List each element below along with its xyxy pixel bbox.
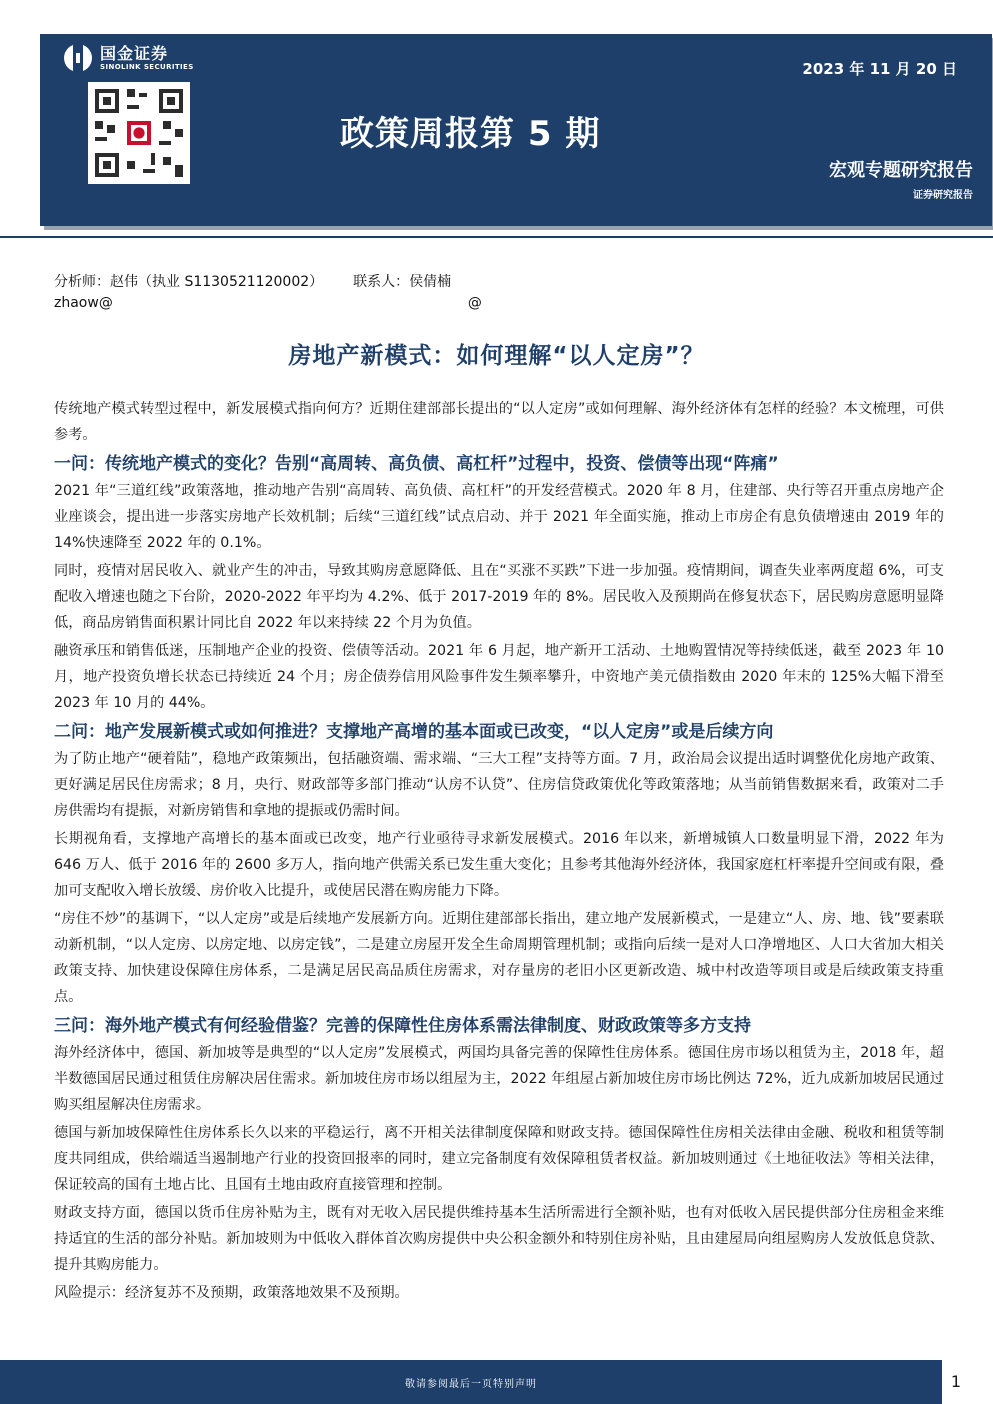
- intro-paragraph: 传统地产模式转型过程中，新发展模式指向何方？近期住建部部长提出的“以人定房”或如何理解、海外经济体有怎样的经验？本文梳理，可供参考。: [54, 401, 944, 443]
- logo-text-en: SINOLINK SECURITIES: [100, 62, 194, 71]
- report-subtype: 证券研究报告: [913, 190, 973, 201]
- page-number: 1: [950, 1372, 961, 1391]
- analyst-info: [54, 272, 482, 314]
- paragraph: 为了防止地产“硬着陆”，稳地产政策频出，包括融资端、需求端、“三大工程”支持等方面。7 月，政治局会议提出适时调整优化房地产政策、更好满足居民住房需求；8 月，央行、财政部等多部门推动“认房不认贷”、住房信贷政策优化等政策落地；从当前销售数据来看，政策对二手房供需均有提振，对新房销售和拿地的提振或仍需时间。: [54, 751, 944, 819]
- contact-email[interactable]: @: [467, 295, 482, 311]
- logo-text-cn: 国金证券: [100, 43, 169, 63]
- logo-mark-icon: [64, 44, 92, 72]
- report-type: 宏观专题研究报告: [829, 160, 973, 181]
- paragraph: 2021 年“三道红线”政策落地，推动地产告别“高周转、高负债、高杠杆”的开发经营模式。2020 年 8 月，住建部、央行等召开重点房地产企业座谈会，提出进一步落实房地产长效机制；后续“三道红线”试点启动、并于 2021 年全面实施，推动上市房企有息负债增速由 2019 年的 14%快速降至 2022 年的 0.1%。: [54, 483, 944, 551]
- header-divider: [0, 236, 993, 238]
- paragraph: 财政支持方面，德国以货币住房补贴为主，既有对无收入居民提供维持基本生活所需进行全额补贴，也有对低收入居民提供部分住房租金来维持适宜的生活的部分补贴。新加坡则为中低收入群体首次购房提供中央公积金额外和特别住房补贴，且由建屋局向组屋购房人发放低息贷款、提升其购房能力。: [54, 1205, 944, 1273]
- footer-disclaimer-note: 敬请参阅最后一页特别声明: [405, 1379, 537, 1390]
- paragraph: 长期视角看，支撑地产高增长的基本面或已改变，地产行业亟待寻求新发展模式。2016 年以来，新增城镇人口数量明显下滑，2022 年为 646 万人、低于 2016 年的 2600 多万人，指向地产供需关系已发生重大变化；且参考其他海外经济体，我国家庭杠杆率提升空间或有限，叠加可支配收入增长放缓、房价收入比提升，或使居民潜在购房能力下降。: [54, 831, 944, 899]
- risk-warning: 风险提示：经济复苏不及预期，政策落地效果不及预期。: [54, 1285, 409, 1301]
- section-heading-3: 三问：海外地产模式有何经验借鉴？完善的保障性住房体系需法律制度、财政政策等多方支持: [54, 1016, 751, 1036]
- contact-person: 联系人：侯倩楠: [353, 274, 452, 290]
- paragraph: 融资承压和销售低迷，压制地产企业的投资、偿债等活动。2021 年 6 月起，地产新开工活动、土地购置情况等持续低迷，截至 2023 年 10 月，地产投资负增长状态已持续近 24 个月；房企债券信用风险事件发生频率攀升，中资地产美元债指数由 2020 年末的 125%大幅下滑至 2023 年 10 月的 44%。: [54, 643, 944, 711]
- main-title: 房地产新模式：如何理解“以人定房”？: [288, 343, 705, 369]
- report-date: 2023 年 11 月 20 日: [802, 60, 957, 78]
- report-title: 政策周报第 5 期: [340, 114, 601, 154]
- analyst-email[interactable]: zhaow@: [54, 295, 113, 311]
- analyst-name: 分析师：赵伟（执业 S1130521120002）: [54, 274, 324, 290]
- paragraph: “房住不炒”的基调下，“以人定房”或是后续地产发展新方向。近期住建部部长指出，建立地产发展新模式，一是建立“人、房、地、钱”要素联动新机制，“以人定房、以房定地、以房定钱”，二是建立房屋开发全生命周期管理机制；或指向后续一是对人口净增地区、人口大省加大相关政策支持、加快建设保障住房体系，二是满足居民高品质住房需求，对存量房的老旧小区更新改造、城中村改造等项目或是后续政策支持重点。: [54, 911, 944, 1005]
- paragraph: 德国与新加坡保障性住房体系长久以来的平稳运行，离不开相关法律制度保障和财政支持。德国保障性住房相关法律由金融、税收和租赁等制度共同组成，供给端适当遏制地产行业的投资回报率的同时，建立完备制度有效保障租赁者权益。新加坡则通过《土地征收法》等相关法律，保证较高的国有土地占比、且国有土地由政府直接管理和控制。: [54, 1125, 944, 1193]
- company-logo: [64, 44, 194, 72]
- qr-code-icon: [88, 82, 190, 184]
- section-heading-2: 二问：地产发展新模式或如何推进？支撑地产高增的基本面或已改变，“以人定房”或是后续方向: [54, 722, 774, 742]
- paragraph: 海外经济体中，德国、新加坡等是典型的“以人定房”发展模式，两国均具备完善的保障性住房体系。德国住房市场以租赁为主，2018 年，超半数德国居民通过租赁住房解决居住需求。新加坡住房市场以组屋为主，2022 年组屋占新加坡住房市场比例达 72%，近九成新加坡居民通过购买组屋解决住房需求。: [54, 1045, 944, 1113]
- report-body: [54, 396, 944, 1308]
- paragraph: 同时，疫情对居民收入、就业产生的冲击，导致其购房意愿降低、且在“买涨不买跌”下进一步加强。疫情期间，调查失业率两度超 6%，可支配收入增速也随之下台阶，2020-2022 年平均为 4.2%、低于 2017-2019 年的 8%。居民收入及预期尚在修复状态下，居民购房意愿明显降低，商品房销售面积累计同比自 2022 年以来持续 22 个月为负值。: [54, 563, 944, 631]
- section-heading-1: 一问：传统地产模式的变化？告别“高周转、高负债、高杠杆”过程中，投资、偿债等出现“阵痛”: [54, 454, 779, 474]
